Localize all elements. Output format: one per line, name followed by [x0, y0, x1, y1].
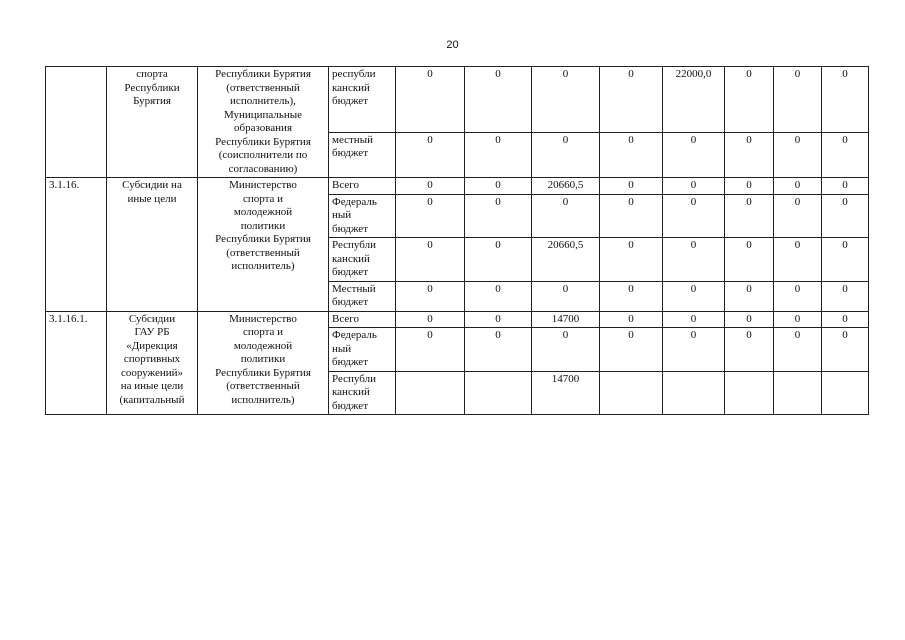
- value-cell: 0: [822, 328, 869, 372]
- value-cell: 0: [465, 311, 532, 328]
- value-cell: 0: [600, 178, 663, 195]
- value-cell: [725, 371, 774, 415]
- value-cell: 0: [725, 132, 774, 177]
- value-cell: [600, 371, 663, 415]
- value-cell: [663, 371, 725, 415]
- value-cell: 0: [465, 238, 532, 282]
- budget-table: [45, 66, 869, 415]
- value-cell: 0: [465, 132, 532, 177]
- row-code-cell: [46, 67, 107, 178]
- value-cell: 0: [774, 328, 822, 372]
- value-cell: 0: [532, 67, 600, 133]
- value-cell: 0: [600, 281, 663, 311]
- value-cell: 14700: [532, 311, 600, 328]
- value-cell: 0: [663, 238, 725, 282]
- value-cell: 0: [663, 311, 725, 328]
- value-cell: 0: [774, 311, 822, 328]
- value-cell: 0: [600, 132, 663, 177]
- table-row: [46, 311, 869, 328]
- value-cell: 0: [774, 67, 822, 133]
- budget-table-body: [46, 67, 869, 415]
- value-cell: 0: [396, 67, 465, 133]
- value-cell: 0: [396, 328, 465, 372]
- row-executor-cell: Республики Бурятия (ответственный исполнитель), Муниципальные образования Республики Бурятия (соисполнители по согласованию): [198, 67, 329, 178]
- value-cell: 0: [822, 311, 869, 328]
- value-cell: [465, 371, 532, 415]
- value-cell: 0: [663, 132, 725, 177]
- value-cell: 0: [396, 281, 465, 311]
- value-cell: 0: [774, 132, 822, 177]
- row-executor-cell: Министерство спорта и молодежной политики Республики Бурятия (ответственный исполнитель): [198, 311, 329, 415]
- funding-source-cell: местный бюджет: [329, 132, 396, 177]
- value-cell: 0: [822, 281, 869, 311]
- value-cell: 22000,0: [663, 67, 725, 133]
- value-cell: 0: [774, 238, 822, 282]
- funding-source-cell: Всего: [329, 311, 396, 328]
- value-cell: 0: [465, 194, 532, 238]
- value-cell: [822, 371, 869, 415]
- value-cell: 0: [725, 67, 774, 133]
- value-cell: 0: [822, 194, 869, 238]
- value-cell: 0: [663, 194, 725, 238]
- value-cell: 14700: [532, 371, 600, 415]
- funding-source-cell: Республи канский бюджет: [329, 371, 396, 415]
- row-executor-cell: Министерство спорта и молодежной политики Республики Бурятия (ответственный исполнитель): [198, 178, 329, 312]
- value-cell: 0: [822, 178, 869, 195]
- table-row: [46, 178, 869, 195]
- value-cell: 0: [600, 67, 663, 133]
- value-cell: 0: [465, 281, 532, 311]
- funding-source-cell: Местный бюджет: [329, 281, 396, 311]
- value-cell: 20660,5: [532, 178, 600, 195]
- value-cell: 0: [774, 178, 822, 195]
- value-cell: 0: [725, 238, 774, 282]
- value-cell: 0: [465, 328, 532, 372]
- funding-source-cell: Федераль ный бюджет: [329, 194, 396, 238]
- value-cell: 0: [725, 311, 774, 328]
- value-cell: 0: [532, 194, 600, 238]
- value-cell: 0: [532, 328, 600, 372]
- value-cell: 0: [822, 67, 869, 133]
- value-cell: 0: [663, 178, 725, 195]
- value-cell: 0: [600, 194, 663, 238]
- value-cell: 0: [396, 311, 465, 328]
- value-cell: 0: [774, 194, 822, 238]
- row-code-cell: 3.1.16.: [46, 178, 107, 312]
- value-cell: 0: [396, 194, 465, 238]
- row-name-cell: Субсидии на иные цели: [107, 178, 198, 312]
- value-cell: 0: [663, 281, 725, 311]
- value-cell: 0: [600, 311, 663, 328]
- value-cell: 0: [600, 238, 663, 282]
- table-row: [46, 67, 869, 133]
- value-cell: 0: [725, 178, 774, 195]
- value-cell: 0: [396, 178, 465, 195]
- value-cell: 0: [465, 67, 532, 133]
- value-cell: 0: [822, 238, 869, 282]
- value-cell: 0: [396, 238, 465, 282]
- value-cell: 0: [774, 281, 822, 311]
- funding-source-cell: Республи канский бюджет: [329, 238, 396, 282]
- funding-source-cell: Федераль ный бюджет: [329, 328, 396, 372]
- value-cell: 0: [396, 132, 465, 177]
- value-cell: [396, 371, 465, 415]
- value-cell: 0: [822, 132, 869, 177]
- value-cell: 0: [663, 328, 725, 372]
- value-cell: 0: [532, 281, 600, 311]
- value-cell: 0: [725, 328, 774, 372]
- value-cell: [774, 371, 822, 415]
- value-cell: 20660,5: [532, 238, 600, 282]
- funding-source-cell: республи канский бюджет: [329, 67, 396, 133]
- value-cell: 0: [600, 328, 663, 372]
- row-name-cell: Субсидии ГАУ РБ «Дирекция спортивных сооружений» на иные цели (капитальный: [107, 311, 198, 415]
- page-number: 20: [446, 39, 459, 51]
- value-cell: 0: [465, 178, 532, 195]
- row-code-cell: 3.1.16.1.: [46, 311, 107, 415]
- row-name-cell: спорта Республики Бурятия: [107, 67, 198, 178]
- value-cell: 0: [532, 132, 600, 177]
- value-cell: 0: [725, 194, 774, 238]
- funding-source-cell: Всего: [329, 178, 396, 195]
- value-cell: 0: [725, 281, 774, 311]
